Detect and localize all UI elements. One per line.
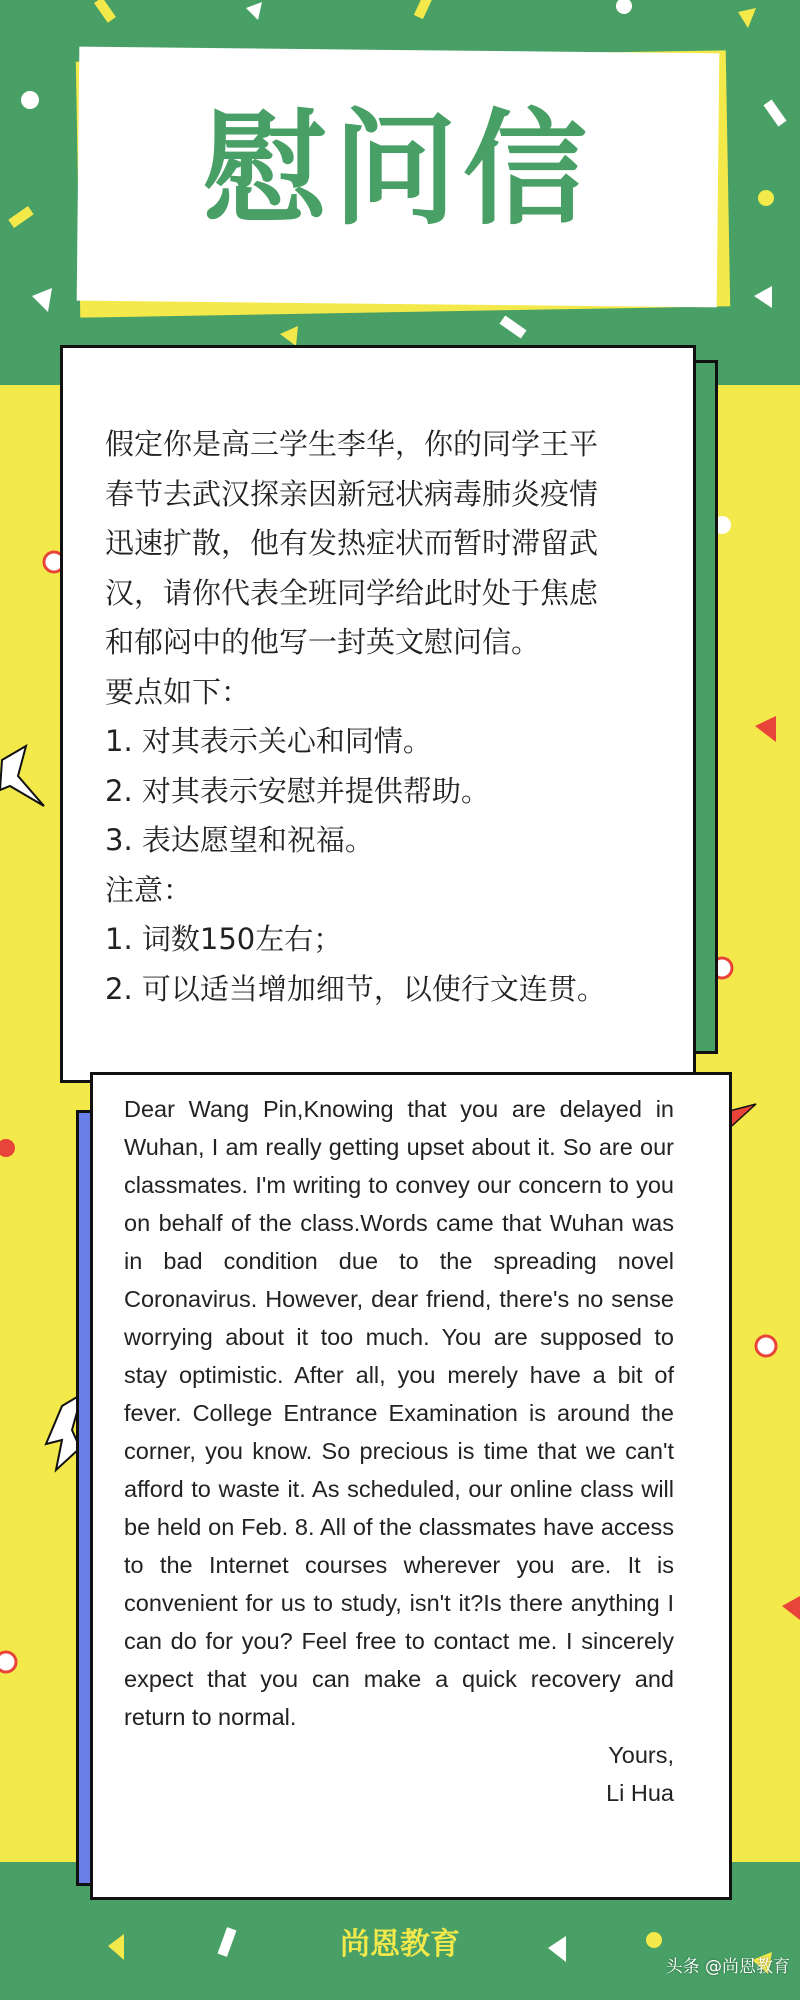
confetti-piece xyxy=(548,1936,566,1962)
confetti-piece xyxy=(755,716,776,742)
prompt-line: 和郁闷中的他写一封英文慰问信。 xyxy=(105,625,541,659)
confetti-piece xyxy=(738,8,756,28)
confetti-piece xyxy=(414,0,432,19)
letter-signature: Li Hua xyxy=(606,1780,674,1806)
prompt-line: 春节去武汉探亲因新冠状病毒肺炎疫情 xyxy=(105,476,599,511)
prompt-line: 要点如下： xyxy=(105,674,251,709)
prompt-line: 1. 对其表示关心和同情。 xyxy=(105,724,432,758)
confetti-piece xyxy=(0,1652,16,1672)
confetti-piece xyxy=(246,2,262,20)
confetti-piece xyxy=(756,1336,776,1356)
lightning-bolt-icon xyxy=(0,746,44,806)
confetti-piece xyxy=(21,91,39,109)
prompt-line: 1. 词数150左右； xyxy=(105,922,343,956)
confetti-piece xyxy=(782,1596,800,1620)
confetti-piece xyxy=(8,206,33,228)
page-title: 慰问信 xyxy=(202,98,593,242)
confetti-piece xyxy=(218,1927,237,1957)
confetti-piece xyxy=(0,1139,15,1157)
letter-closing: Yours, xyxy=(608,1742,674,1768)
confetti-piece xyxy=(754,286,772,308)
confetti-piece xyxy=(32,288,52,312)
confetti-piece xyxy=(758,190,774,206)
letter-text xyxy=(124,1090,674,1812)
confetti-piece xyxy=(499,315,526,338)
prompt-line: 3. 表达愿望和祝福。 xyxy=(105,823,374,857)
prompt-line: 注意： xyxy=(105,872,193,907)
prompt-line: 2. 可以适当增加细节，以使行文连贯。 xyxy=(105,971,606,1006)
prompt-line: 迅速扩散，他有发热症状而暂时滞留武 xyxy=(105,526,599,560)
letter-body: Dear Wang Pin,Knowing that you are delayed in Wuhan, I am really getting upset about it. So are our classmates. I'm writing to convey our concern to you on behalf of the class.Words came that Wuhan was in bad condition due to the spreading novel Coronavirus. However, dear friend, there's no sense worrying about it too much. You are supposed to stay optimistic. After all, you merely have a bit of fever. College Entrance Examination is around the corner, you know. So precious is time that we can't afford to waste it. As scheduled, our online class will be held on Feb. 8. All of the classmates have access to the Internet courses wherever you are. It is convenient for us to study, isn't it?Is there anything I can do for you? Feel free to contact me. I sincerely expect that you can make a quick recovery and return to normal. xyxy=(124,1096,674,1730)
confetti-piece xyxy=(763,99,786,126)
prompt-line: 汉，请你代表全班同学给此时处于焦虑 xyxy=(105,575,599,610)
confetti-piece xyxy=(280,326,298,346)
confetti-piece xyxy=(646,1932,662,1948)
confetti-piece xyxy=(94,0,116,23)
prompt-text xyxy=(105,420,665,1014)
watermark: 头条 @尚恩教育 xyxy=(665,1957,790,1977)
prompt-line: 2. 对其表示安慰并提供帮助。 xyxy=(105,773,490,808)
confetti-piece xyxy=(108,1934,124,1960)
footer-brand: 尚恩教育 xyxy=(340,1927,460,1962)
confetti-piece xyxy=(616,0,632,14)
prompt-line: 假定你是高三学生李华，你的同学王平 xyxy=(105,427,599,461)
